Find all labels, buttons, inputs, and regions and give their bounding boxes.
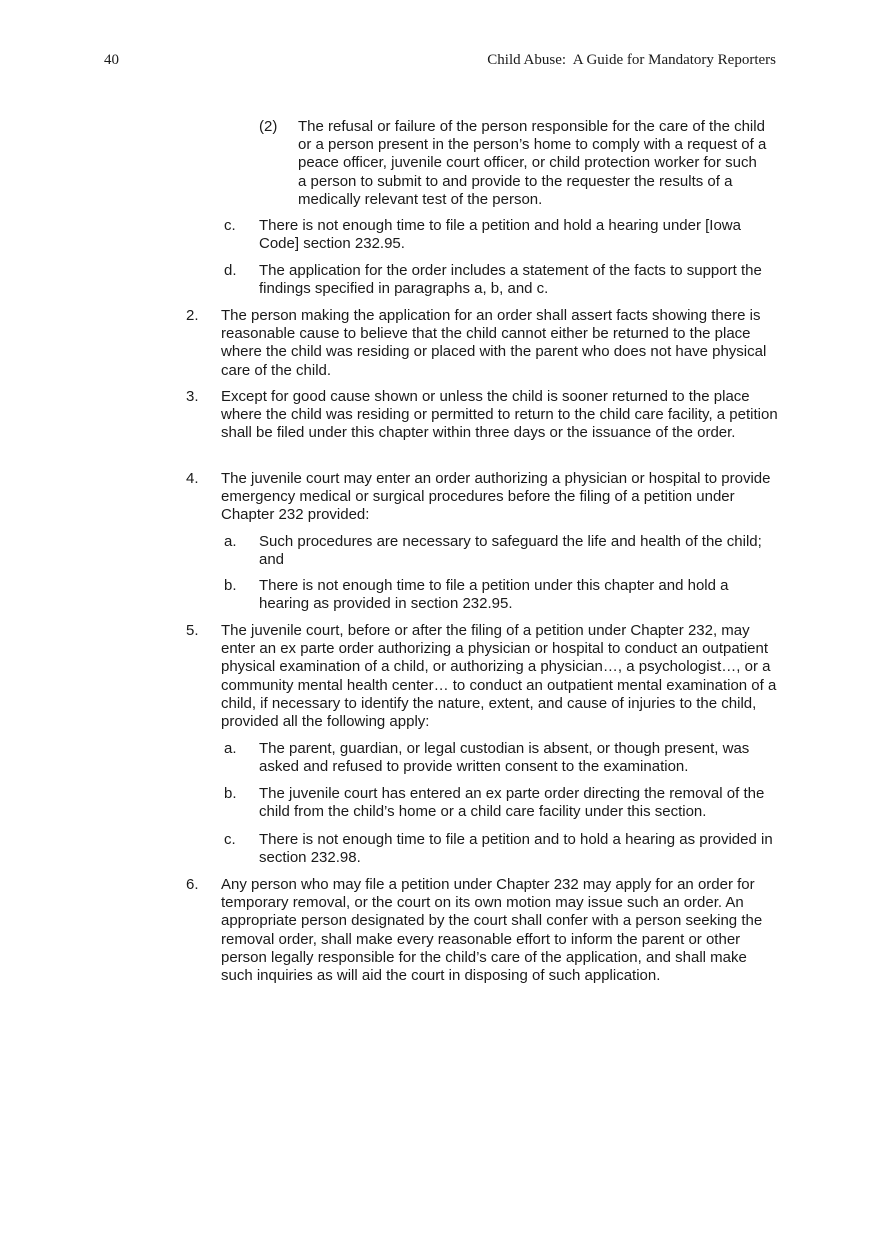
list-marker: c. [224,217,236,234]
list-marker: 4. [186,470,199,487]
list-marker: 5. [186,622,199,639]
list-item-text: There is not enough time to file a petition and hold a hearing under [Iowa Code] section 232.95. [259,217,741,253]
list-item-4b [224,577,780,613]
list-item-text: There is not enough time to file a petition under this chapter and hold a hearing as provided in section 232.95. [259,577,729,613]
list-marker: d. [224,262,237,279]
list-item-text: The application for the order includes a statement of the facts to support the findings specified in paragraphs a, b, and c. [259,262,762,298]
list-item-text: The person making the application for an order shall assert facts showing there is reasonable cause to believe that the child cannot either be returned to the place where the child was residing or placed with the parent who does not have physical care of the child. [221,307,767,379]
list-item-c [224,217,780,253]
list-marker: c. [224,831,236,848]
list-item-3 [186,388,780,443]
list-marker: (2) [259,118,278,135]
list-item-text: There is not enough time to file a petition and to hold a hearing as provided in section 232.98. [259,831,773,867]
list-item-text: The juvenile court, before or after the filing of a petition under Chapter 232, may enter an ex parte order authorizing a physician or hospital to conduct an outpatient physical examination of a child, or authorizing a physician…, a psychologist…, or a community mental health center… to conduct an outpatient mental examination of a child, if necessary to identify the nature, extent, and cause of injuries to the child, provided all the following apply: [221,622,777,731]
list-marker: 3. [186,388,199,405]
list-item-text: Except for good cause shown or unless the child is sooner returned to the place where the child was residing or permitted to return to the child care facility, a petition shall be filed under this chapter within three days or the issuance of the order. [221,388,778,442]
list-item-4a [224,533,780,569]
list-item-5 [186,622,780,731]
list-item-text: The juvenile court may enter an order authorizing a physician or hospital to provide emergency medical or surgical procedures before the filing of a petition under Chapter 232 provided: [221,470,771,524]
list-marker: a. [224,533,237,550]
list-marker: a. [224,740,237,757]
list-item-text: Any person who may file a petition under Chapter 232 may apply for an order for temporary removal, or the court on its own motion may issue such an order. An appropriate person designated by the court shall confer with a person seeking the removal order, shall make every reasonable effort to inform the parent or other person legally responsible for the child’s care of the application, and shall make such inquiries as will aid the court in disposing of such application. [221,876,763,985]
list-item-text: Such procedures are necessary to safeguard the life and health of the child; and [259,533,762,569]
list-item-text: The refusal or failure of the person responsible for the care of the child or a person present in the person’s home to comply with a request of a peace officer, juvenile court officer, or child protection worker for such a person to submit to and provide to the requester the results of a medically relevant test of the person. [298,118,767,208]
list-item-text: The parent, guardian, or legal custodian is absent, or though present, was asked and refused to provide written consent to the examination. [259,740,750,776]
list-item-6 [186,876,780,985]
list-item-5c [224,831,780,867]
list-marker: b. [224,577,237,594]
list-item-text: The juvenile court has entered an ex parte order directing the removal of the child from the child’s home or a child care facility under this section. [259,785,765,821]
list-item-5a [224,740,780,776]
list-marker: 6. [186,876,199,893]
page-number: 40 [104,52,119,68]
running-header: Child Abuse: A Guide for Mandatory Reporters [487,52,776,68]
list-item-2 [186,307,780,380]
list-item-sub-2 [259,118,769,209]
list-item-d [224,262,780,298]
list-marker: 2. [186,307,199,324]
list-item-5b [224,785,780,821]
list-item-4 [186,470,780,525]
list-marker: b. [224,785,237,802]
